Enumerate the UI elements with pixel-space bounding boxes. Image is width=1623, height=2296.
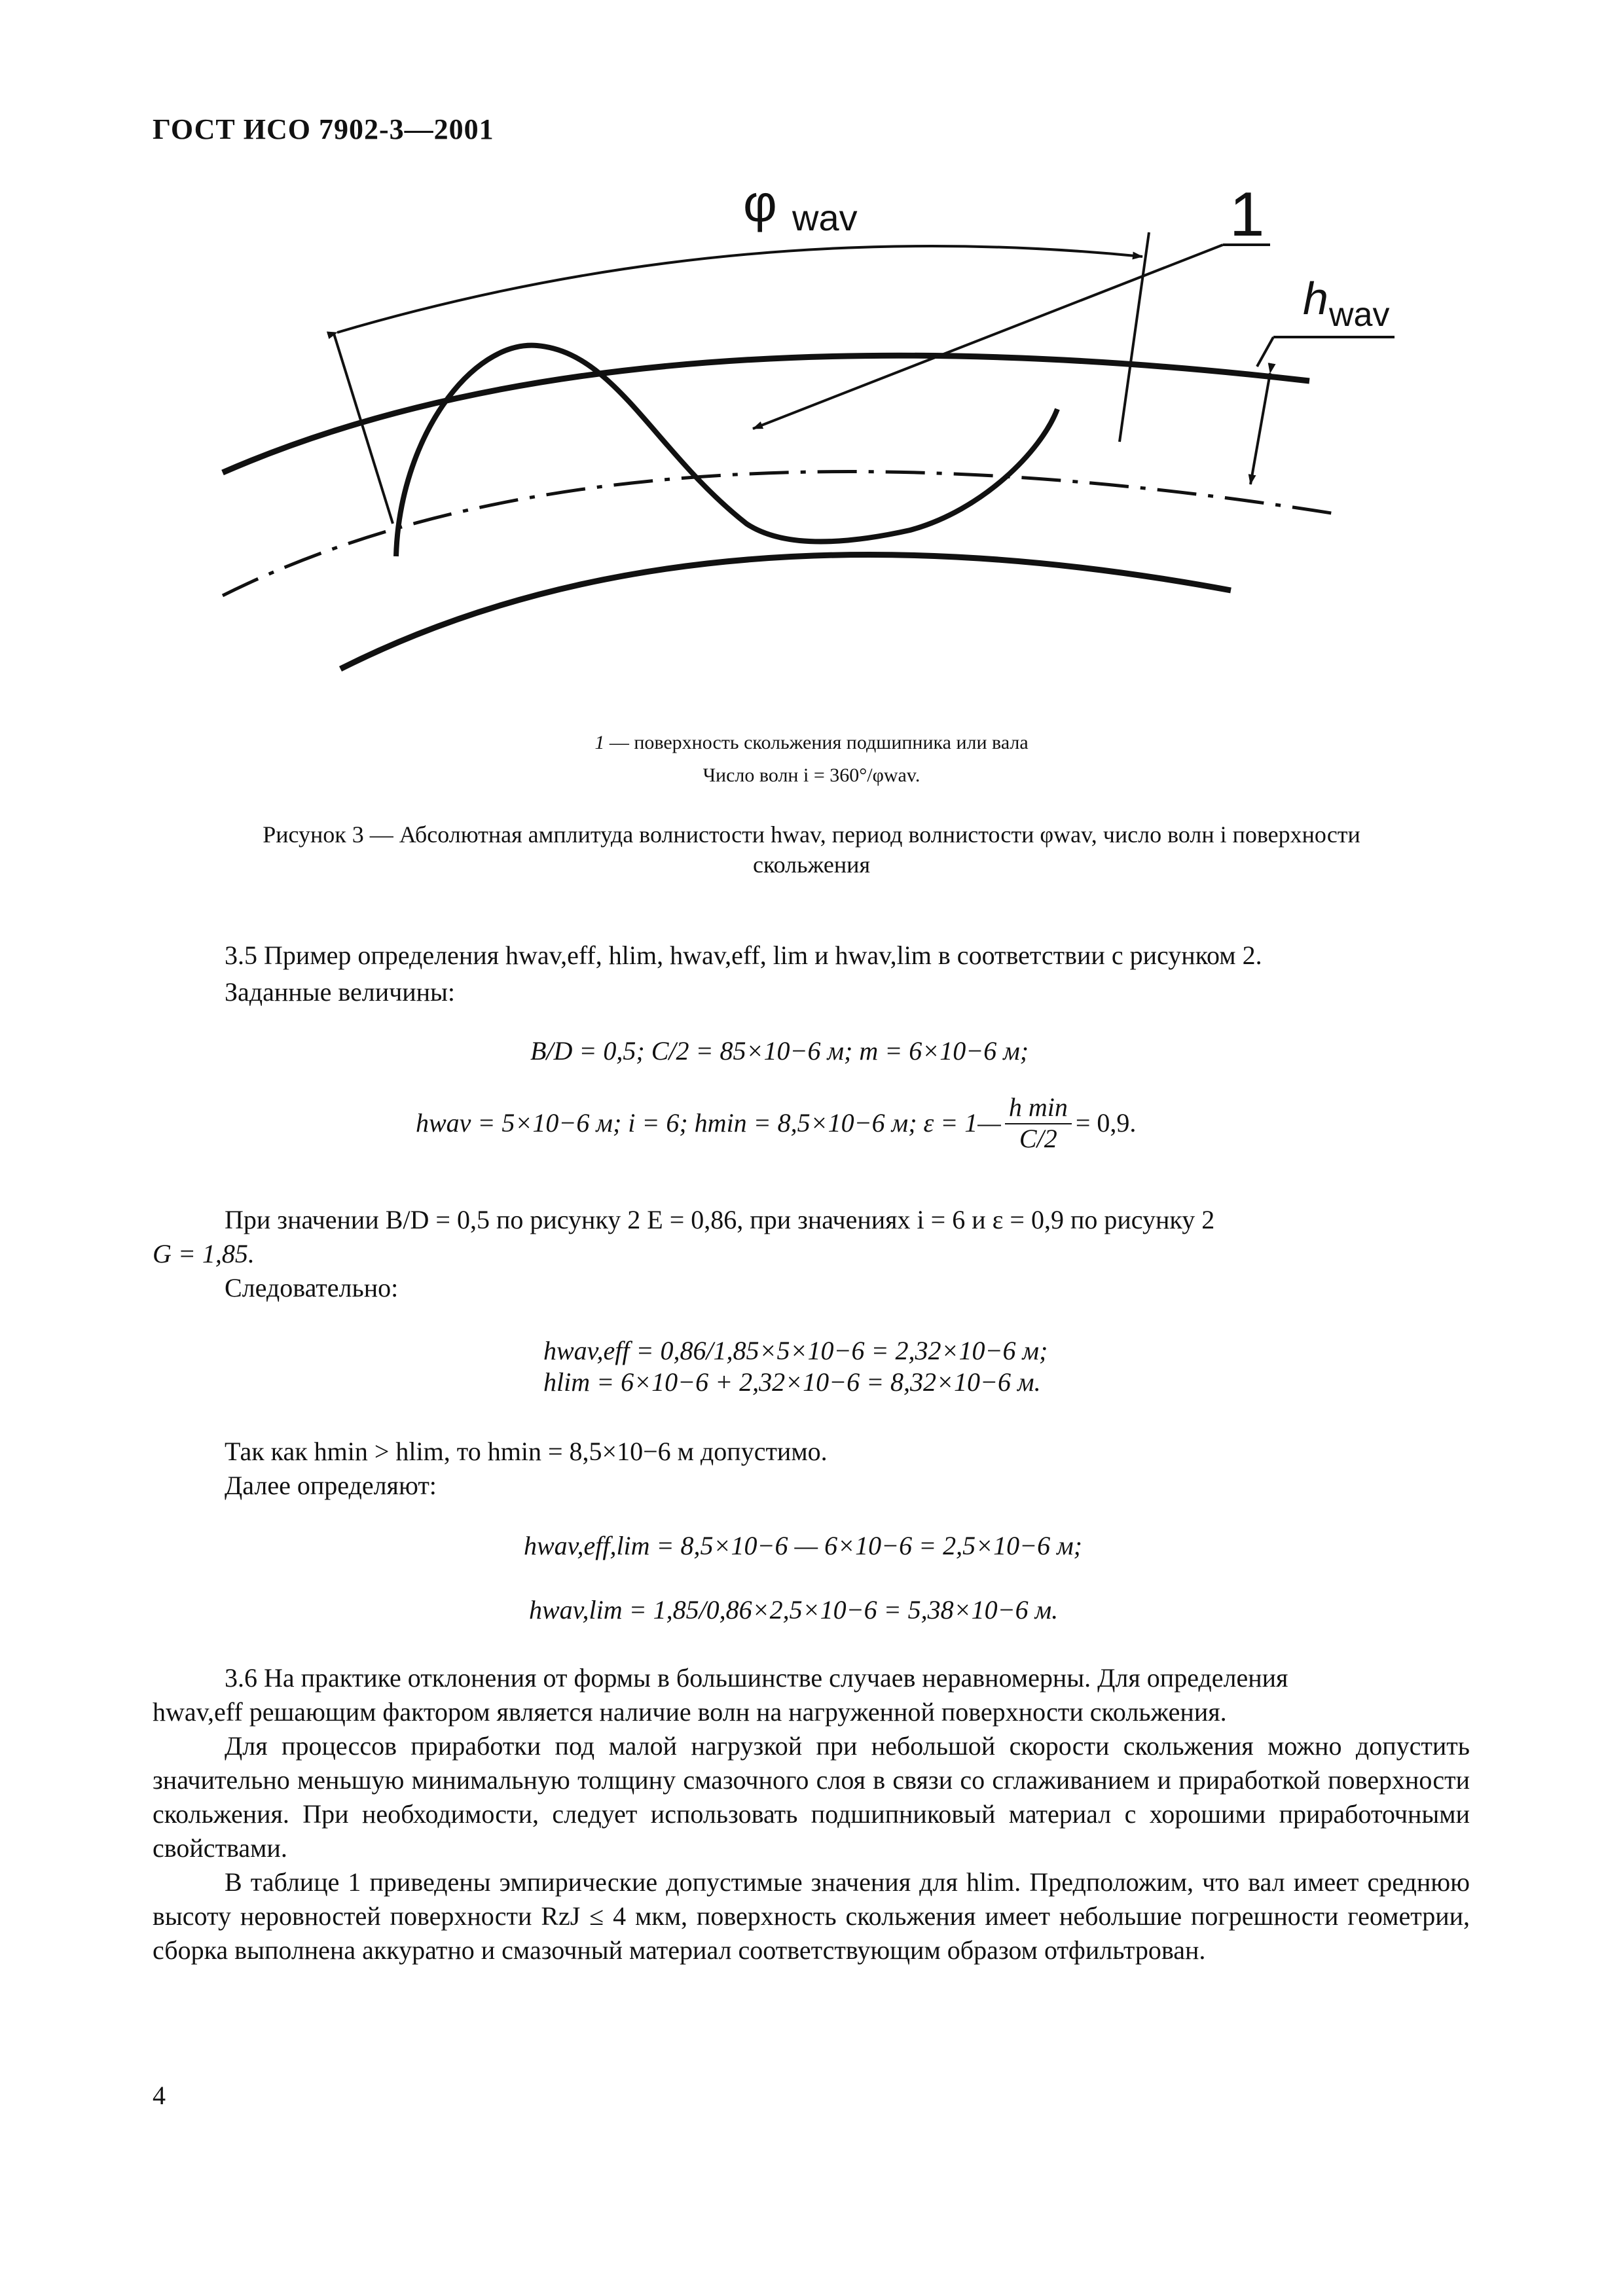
fraction-numerator: h min [1005, 1092, 1072, 1124]
figure-caption-line2: скольжения [752, 852, 870, 878]
section-3-5-intro: 3.5 Пример определения hwav,eff, hlim, hwav,eff, lim и hwav,lim в соответствии с рисунком 2. [225, 941, 1262, 970]
given-values-label: Заданные величины: [225, 977, 456, 1007]
figure-legend [0, 732, 1623, 754]
section-3-6-paragraph2: Для процессов приработки под малой нагрузкой при небольшой скорости скольжения можно допустить значительно меньшую минимальную толщину смазочного слоя в связи со сглаживанием и приработкой поверхности скольжения. При необходимости, следует использовать подшипниковый материал с хорошими приработочными свойствами. [153, 1731, 1470, 1863]
waves-count-line: Число волн i = 360°/φwav. [702, 764, 921, 786]
since-condition: Так как hmin > hlim, то hmin = 8,5×10−6 м допустимо. [225, 1437, 828, 1466]
callout-number: 1 [1230, 179, 1265, 249]
epsilon-fraction [1005, 1092, 1072, 1153]
next-label: Далее определяют: [225, 1471, 437, 1500]
h-sub-label: wav [1329, 296, 1390, 334]
callout-leader [753, 245, 1223, 429]
formula-given-1: B/D = 0,5; C/2 = 85×10−6 м; m = 6×10−6 м; [530, 1036, 1029, 1066]
upper-surface-arc [223, 355, 1309, 473]
figure-caption-line1: Рисунок 3 — Абсолютная амплитуда волнистости hwav, период волнистости φwav, число волн i поверхности [263, 821, 1360, 848]
fraction-denominator: C/2 [1019, 1124, 1057, 1153]
legend-number: 1 [594, 732, 605, 753]
formula-hwav-lim: hwav,lim = 1,85/0,86×2,5×10−6 = 5,38×10−6 м. [529, 1595, 1059, 1624]
section-3-6-line2: hwav,eff решающим фактором является наличие волн на нагруженной поверхности скольжения. [153, 1697, 1227, 1727]
formula-hlim: hlim = 6×10−6 + 2,32×10−6 = 8,32×10−6 м. [543, 1367, 1041, 1397]
figure-3-diagram [196, 177, 1440, 694]
text-be-line1: При значении B/D = 0,5 по рисунку 2 E = 0,86, при значениях i = 6 и ε = 0,9 по рисунку 2 [225, 1205, 1215, 1234]
h-wav-leader [1257, 337, 1273, 367]
formula2-left: hwav = 5×10−6 м; i = 6; hmin = 8,5×10−6 м; ε = 1— [416, 1107, 1001, 1138]
page-number: 4 [153, 2081, 166, 2110]
therefore-label: Следовательно: [225, 1273, 399, 1302]
formula-hwav-eff-lim: hwav,eff,lim = 8,5×10−6 — 6×10−6 = 2,5×10−6 м; [524, 1531, 1082, 1560]
formula-hwav-eff: hwav,eff = 0,86/1,85×5×10−6 = 2,32×10−6 м; [543, 1336, 1048, 1365]
phi-wav-arrow [337, 246, 1142, 332]
formula2-right: = 0,9. [1075, 1107, 1137, 1138]
period-end-line [1120, 232, 1149, 442]
legend-text: — поверхность скольжения подшипника или вала [604, 732, 1029, 753]
phi-sub-label: wav [792, 197, 858, 238]
waviness-diagram-svg [196, 177, 1440, 694]
h-label: h [1303, 273, 1328, 324]
section-3-6-paragraph3: В таблице 1 приведены эмпирические допустимые значения для hlim. Предположим, что вал имеет среднюю высоту неровностей поверхности RzJ ≤ 4 мкм, поверхность скольжения имеет небольшие погрешности геометрии, сборка выполнена аккуратно и смазочный материал соответствующим образом отфильтрован. [153, 1867, 1470, 1965]
section-3-6-line1: 3.6 На практике отклонения от формы в большинстве случаев неравномерны. Для определения [225, 1663, 1288, 1693]
h-wav-dimension [1250, 373, 1270, 484]
wavy-sliding-surface [396, 346, 1057, 556]
formula-given-2 [416, 1092, 1136, 1153]
text-be-line2: G = 1,85. [153, 1239, 255, 1268]
standard-code-header: ГОСТ ИСО 7902-3—2001 [153, 113, 494, 145]
lower-surface-arc [340, 555, 1231, 669]
phi-label: φ [743, 177, 777, 232]
